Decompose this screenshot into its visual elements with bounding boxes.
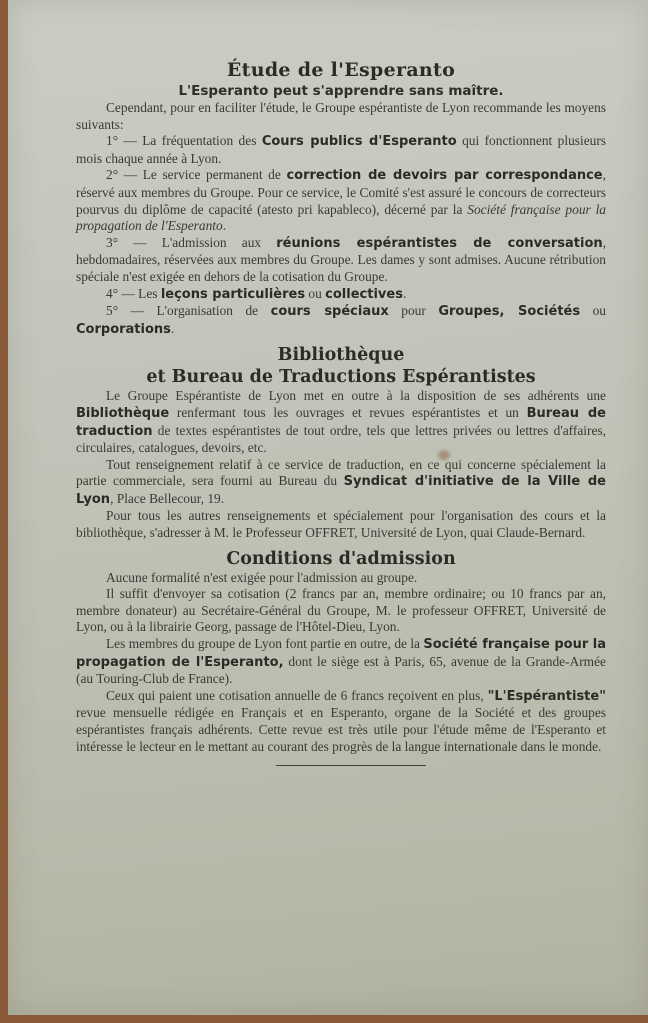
- list-item-2: [76, 167, 606, 234]
- item-text: Le service permanent de: [142, 167, 287, 183]
- item-text: L'organisation de: [156, 303, 271, 319]
- item-bold-text: cours spéciaux: [270, 304, 389, 320]
- item-bold-text: réunions espérantistes de conversation: [276, 235, 603, 251]
- intro-paragraph: Cependant, pour en faciliter l'étude, le Groupe espérantiste de Lyon recommande les moyens suivants:: [76, 100, 606, 132]
- para-bold-text: "L'Espérantiste": [487, 688, 606, 704]
- para-text: Ceux qui paient une cotisation annuelle de 6 francs reçoivent en plus,: [106, 687, 488, 703]
- para-text: de textes espérantistes de tout ordre, tels que lettres privées ou lettres d'affaires, circulaires, catalogues, devoirs, etc.: [76, 422, 606, 456]
- item-text: .: [402, 285, 407, 301]
- item-text: ou: [305, 285, 326, 301]
- section-title-etude: Étude de l'Esperanto: [226, 59, 456, 81]
- item-text: , hebdomadaires, réservées aux membres du Groupe. Les dames y sont admises. Aucune rétribution spéciale n'est exigée en dehors de la cotisation du Groupe.: [76, 234, 607, 284]
- conditions-paragraph-3: [76, 636, 606, 688]
- para-bold-text: Bibliothèque: [76, 405, 170, 421]
- bibliotheque-paragraph-1: [76, 388, 606, 456]
- item-bold-text: collectives: [325, 286, 403, 302]
- item-number: 2° —: [106, 167, 143, 183]
- para-text: Les membres du groupe de Lyon font partie en outre, de la: [106, 636, 424, 652]
- item-number: 1° —: [106, 133, 143, 149]
- para-text: dont le siège est à Paris, 65, avenue de la Grande-Armée (au Touring-Club de France).: [76, 653, 606, 687]
- item-bold-text: Cours publics d'Esperanto: [261, 134, 457, 150]
- item-text: ou: [580, 303, 606, 319]
- title-line: et Bureau de Traductions Espérantistes: [146, 367, 536, 388]
- para-bold-text: Société française pour la propagation de l'Esperanto,: [76, 637, 606, 670]
- item-bold-text: correction de devoirs par correspondance: [286, 168, 603, 184]
- item-text: L'admission aux: [161, 234, 277, 250]
- para-text: revue mensuelle rédigée en Français et en Esperanto, organe de la Société et des groupes espérantistes français adhérents. Cette revue est très utile pour l'étude même de l'Esperanto et intéresse le lecteur en le mettant au courant des progrès de la langue internationale dans le monde.: [76, 705, 606, 754]
- conditions-paragraph-1: Aucune formalité n'est exigée pour l'admission au groupe.: [106, 569, 418, 585]
- list-item-4: [76, 286, 606, 304]
- conditions-paragraph-4: [76, 688, 606, 755]
- closing-rule: [276, 765, 426, 766]
- bibliotheque-paragraph-2: [76, 457, 606, 509]
- para-text: Tout renseignement relatif à ce service de traduction, en ce qui concerne spécialement la partie commerciale, sera fourni au Bureau du: [76, 456, 606, 489]
- para-text: , Place Bellecour, 19.: [110, 490, 225, 506]
- item-text: , réservé aux membres du Groupe. Pour ce service, le Comité s'est assuré le concours de correcteurs pourvus du diplôme de capacité (atesto pri kapableco), décerné par la: [76, 167, 606, 217]
- item-text: pour: [388, 303, 439, 319]
- item-bold-text: Groupes, Sociétés: [438, 304, 581, 320]
- item-bold-text: leçons particulières: [160, 286, 306, 302]
- section-subtitle: L'Esperanto peut s'apprendre sans maître.: [178, 83, 504, 99]
- list-item-3: [76, 235, 606, 286]
- list-item-1: [76, 133, 606, 167]
- item-number: 5° —: [106, 303, 157, 319]
- para-text: Le Groupe Espérantiste de Lyon met en outre à la disposition de ses adhérents une: [106, 388, 606, 404]
- document-body: [76, 58, 606, 766]
- para-bold-text: Bureau de traduction: [76, 405, 606, 439]
- item-text: La fréquentation des: [142, 133, 262, 149]
- item-number: 4° —: [106, 285, 139, 301]
- item-text: .: [222, 218, 227, 234]
- section-title-bibliotheque: [76, 344, 606, 388]
- item-text: qui fonctionnent plusieurs mois chaque année à Lyon.: [76, 133, 607, 166]
- para-bold-text: Syndicat d'initiative de la Ville de Lyon: [76, 474, 606, 507]
- list-item-5: [76, 303, 606, 338]
- item-text: Les: [138, 285, 161, 301]
- item-italic-text: Société française pour la propagation de l'Esperanto: [76, 201, 606, 234]
- conditions-paragraph-2: Il suffit d'envoyer sa cotisation (2 francs par an, membre ordinaire; ou 10 francs par an, membre donateur) au Secrétaire-Général du Groupe, M. le professeur OFFRET, Université de Lyon, ou à la librairie Georg, passage de l'Hôtel-Dieu, Lyon.: [76, 586, 606, 635]
- para-text: renfermant tous les ouvrages et revues espérantistes et un: [169, 404, 527, 420]
- document-page: [8, 0, 648, 1015]
- item-bold-text: Corporations: [76, 321, 171, 337]
- item-number: 3° —: [106, 234, 162, 250]
- section-title-conditions: Conditions d'admission: [226, 548, 456, 569]
- title-line: Bibliothèque: [277, 345, 405, 366]
- item-text: .: [170, 320, 175, 336]
- bibliotheque-paragraph-3: Pour tous les autres renseignements et spécialement pour l'organisation des cours et la bibliothèque, s'adresser à M. le Professeur OFFRET, Université de Lyon, quai Claude-Bernard.: [76, 508, 606, 541]
